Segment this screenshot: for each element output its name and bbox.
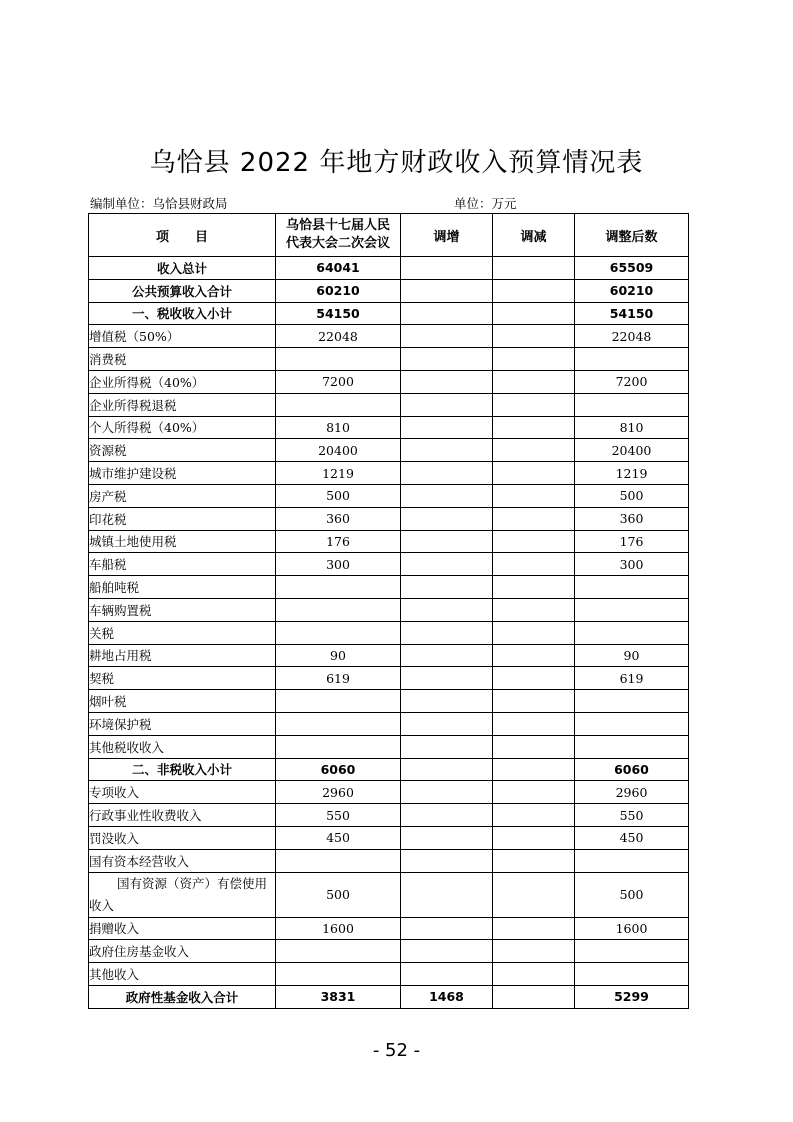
row-decrease (493, 348, 575, 371)
row-budget (276, 849, 401, 872)
table-row (89, 826, 689, 849)
row-adjusted (575, 576, 689, 599)
table-row (89, 553, 689, 576)
row-increase (401, 484, 493, 507)
row-increase (401, 690, 493, 713)
row-budget: 3831 (276, 985, 401, 1008)
row-decrease (493, 667, 575, 690)
row-increase (401, 257, 493, 280)
row-budget: 90 (276, 644, 401, 667)
row-increase (401, 279, 493, 302)
row-name: 烟叶税 (89, 690, 276, 713)
header-decrease: 调减 (493, 214, 575, 257)
row-budget (276, 963, 401, 986)
row-increase (401, 963, 493, 986)
row-budget (276, 690, 401, 713)
row-increase (401, 507, 493, 530)
row-name: 企业所得税（40%） (89, 370, 276, 393)
row-adjusted: 300 (575, 553, 689, 576)
row-adjusted (575, 348, 689, 371)
row-increase (401, 393, 493, 416)
table-row (89, 279, 689, 302)
row-adjusted (575, 621, 689, 644)
row-increase (401, 325, 493, 348)
row-decrease (493, 439, 575, 462)
table-row (89, 963, 689, 986)
row-decrease (493, 917, 575, 940)
row-budget (276, 621, 401, 644)
row-adjusted (575, 712, 689, 735)
row-name: 车船税 (89, 553, 276, 576)
row-budget: 20400 (276, 439, 401, 462)
header-adjusted: 调整后数 (575, 214, 689, 257)
table-row (89, 758, 689, 781)
table-row (89, 393, 689, 416)
row-increase (401, 758, 493, 781)
row-name: 企业所得税退税 (89, 393, 276, 416)
row-budget (276, 576, 401, 599)
row-budget: 1219 (276, 462, 401, 485)
row-decrease (493, 393, 575, 416)
row-name: 国有资本经营收入 (89, 849, 276, 872)
row-budget (276, 712, 401, 735)
row-budget: 619 (276, 667, 401, 690)
row-name: 车辆购置税 (89, 598, 276, 621)
row-adjusted: 619 (575, 667, 689, 690)
row-increase (401, 781, 493, 804)
table-row (89, 804, 689, 827)
revenue-budget-table (88, 213, 689, 1009)
row-name: 契税 (89, 667, 276, 690)
row-name: 捐赠收入 (89, 917, 276, 940)
row-increase (401, 576, 493, 599)
row-increase (401, 416, 493, 439)
row-name: 二、非税收入小计 (89, 758, 276, 781)
row-name: 个人所得税（40%） (89, 416, 276, 439)
row-budget: 64041 (276, 257, 401, 280)
row-decrease (493, 302, 575, 325)
table-body (89, 257, 689, 1009)
row-budget: 176 (276, 530, 401, 553)
row-increase (401, 598, 493, 621)
row-adjusted: 90 (575, 644, 689, 667)
row-name: 收入总计 (89, 257, 276, 280)
row-decrease (493, 325, 575, 348)
row-budget: 1600 (276, 917, 401, 940)
row-name: 环境保护税 (89, 712, 276, 735)
header-budget (276, 214, 401, 257)
row-adjusted: 810 (575, 416, 689, 439)
row-budget (276, 940, 401, 963)
row-increase (401, 849, 493, 872)
row-budget: 7200 (276, 370, 401, 393)
row-budget: 500 (276, 872, 401, 917)
row-decrease (493, 758, 575, 781)
row-increase (401, 940, 493, 963)
row-adjusted: 1600 (575, 917, 689, 940)
table-row (89, 644, 689, 667)
row-adjusted: 5299 (575, 985, 689, 1008)
table-row (89, 370, 689, 393)
row-adjusted: 22048 (575, 325, 689, 348)
table-row (89, 576, 689, 599)
page-number: - 52 - (372, 1040, 421, 1061)
row-adjusted: 1219 (575, 462, 689, 485)
row-decrease (493, 257, 575, 280)
row-adjusted (575, 598, 689, 621)
row-decrease (493, 621, 575, 644)
table-row (89, 985, 689, 1008)
row-budget (276, 393, 401, 416)
table-row (89, 462, 689, 485)
unit-label: 单位：万元 (454, 196, 517, 211)
row-name: 增值税（50%） (89, 325, 276, 348)
row-adjusted (575, 963, 689, 986)
row-adjusted: 2960 (575, 781, 689, 804)
row-name: 其他收入 (89, 963, 276, 986)
row-increase (401, 530, 493, 553)
row-name: 罚没收入 (89, 826, 276, 849)
row-decrease (493, 735, 575, 758)
row-budget: 300 (276, 553, 401, 576)
row-increase (401, 370, 493, 393)
row-increase (401, 872, 493, 917)
row-increase (401, 553, 493, 576)
row-decrease (493, 484, 575, 507)
page-title: 乌恰县 2022 年地方财政收入预算情况表 (149, 148, 644, 178)
row-adjusted: 500 (575, 872, 689, 917)
row-decrease (493, 530, 575, 553)
row-adjusted (575, 735, 689, 758)
table-row (89, 348, 689, 371)
row-name: 公共预算收入合计 (89, 279, 276, 302)
table-row (89, 621, 689, 644)
row-increase: 1468 (401, 985, 493, 1008)
row-increase (401, 804, 493, 827)
table-row (89, 530, 689, 553)
table-row (89, 735, 689, 758)
row-budget: 810 (276, 416, 401, 439)
row-adjusted: 500 (575, 484, 689, 507)
row-name: 其他税收收入 (89, 735, 276, 758)
row-decrease (493, 849, 575, 872)
row-adjusted (575, 393, 689, 416)
table-row (89, 325, 689, 348)
row-increase (401, 917, 493, 940)
row-adjusted: 360 (575, 507, 689, 530)
row-name: 房产税 (89, 484, 276, 507)
table-row (89, 781, 689, 804)
row-adjusted: 7200 (575, 370, 689, 393)
row-name: 船舶吨税 (89, 576, 276, 599)
table-row (89, 439, 689, 462)
compiling-unit: 编制单位：乌恰县财政局 (90, 196, 228, 211)
row-increase (401, 667, 493, 690)
table-row (89, 940, 689, 963)
table-row (89, 849, 689, 872)
row-increase (401, 644, 493, 667)
row-decrease (493, 370, 575, 393)
table-row (89, 257, 689, 280)
row-increase (401, 302, 493, 325)
table-row (89, 507, 689, 530)
row-decrease (493, 712, 575, 735)
row-name: 政府住房基金收入 (89, 940, 276, 963)
row-increase (401, 712, 493, 735)
header-budget-line1: 乌恰县十七届人民 (285, 218, 390, 233)
row-budget: 60210 (276, 279, 401, 302)
table-row (89, 416, 689, 439)
row-adjusted: 65509 (575, 257, 689, 280)
table-row (89, 690, 689, 713)
row-name: 国有资源（资产）有偿使用收入 (89, 872, 276, 917)
row-increase (401, 462, 493, 485)
row-increase (401, 348, 493, 371)
row-decrease (493, 690, 575, 713)
row-decrease (493, 576, 575, 599)
table-row (89, 598, 689, 621)
row-budget: 6060 (276, 758, 401, 781)
row-decrease (493, 781, 575, 804)
table-row (89, 917, 689, 940)
row-adjusted: 60210 (575, 279, 689, 302)
row-decrease (493, 416, 575, 439)
table-row (89, 302, 689, 325)
row-budget (276, 735, 401, 758)
row-adjusted: 550 (575, 804, 689, 827)
row-increase (401, 621, 493, 644)
row-adjusted: 176 (575, 530, 689, 553)
row-name: 政府性基金收入合计 (89, 985, 276, 1008)
row-budget: 54150 (276, 302, 401, 325)
row-increase (401, 826, 493, 849)
header-item: 项 目 (89, 214, 276, 257)
row-decrease (493, 279, 575, 302)
header-budget-line2: 代表大会二次会议 (285, 236, 390, 251)
row-decrease (493, 507, 575, 530)
row-name: 城市维护建设税 (89, 462, 276, 485)
row-budget: 360 (276, 507, 401, 530)
row-name: 城镇土地使用税 (89, 530, 276, 553)
table-row (89, 484, 689, 507)
header-increase: 调增 (401, 214, 493, 257)
row-adjusted: 20400 (575, 439, 689, 462)
row-increase (401, 735, 493, 758)
row-decrease (493, 804, 575, 827)
row-budget: 450 (276, 826, 401, 849)
row-name: 资源税 (89, 439, 276, 462)
row-decrease (493, 985, 575, 1008)
row-decrease (493, 940, 575, 963)
row-decrease (493, 644, 575, 667)
row-adjusted: 6060 (575, 758, 689, 781)
row-increase (401, 439, 493, 462)
row-decrease (493, 462, 575, 485)
row-budget (276, 598, 401, 621)
table-row (89, 667, 689, 690)
row-budget: 500 (276, 484, 401, 507)
row-decrease (493, 963, 575, 986)
row-budget: 550 (276, 804, 401, 827)
table-row (89, 872, 689, 917)
row-adjusted: 54150 (575, 302, 689, 325)
row-decrease (493, 826, 575, 849)
row-budget (276, 348, 401, 371)
row-name: 耕地占用税 (89, 644, 276, 667)
row-name: 行政事业性收费收入 (89, 804, 276, 827)
row-decrease (493, 598, 575, 621)
row-name: 专项收入 (89, 781, 276, 804)
row-budget: 2960 (276, 781, 401, 804)
row-name: 一、税收收入小计 (89, 302, 276, 325)
row-decrease (493, 872, 575, 917)
table-header-row (89, 214, 689, 257)
row-adjusted (575, 849, 689, 872)
row-adjusted (575, 940, 689, 963)
row-name: 消费税 (89, 348, 276, 371)
row-decrease (493, 553, 575, 576)
row-budget: 22048 (276, 325, 401, 348)
row-adjusted (575, 690, 689, 713)
row-adjusted: 450 (575, 826, 689, 849)
row-name: 关税 (89, 621, 276, 644)
table-row (89, 712, 689, 735)
row-name: 印花税 (89, 507, 276, 530)
